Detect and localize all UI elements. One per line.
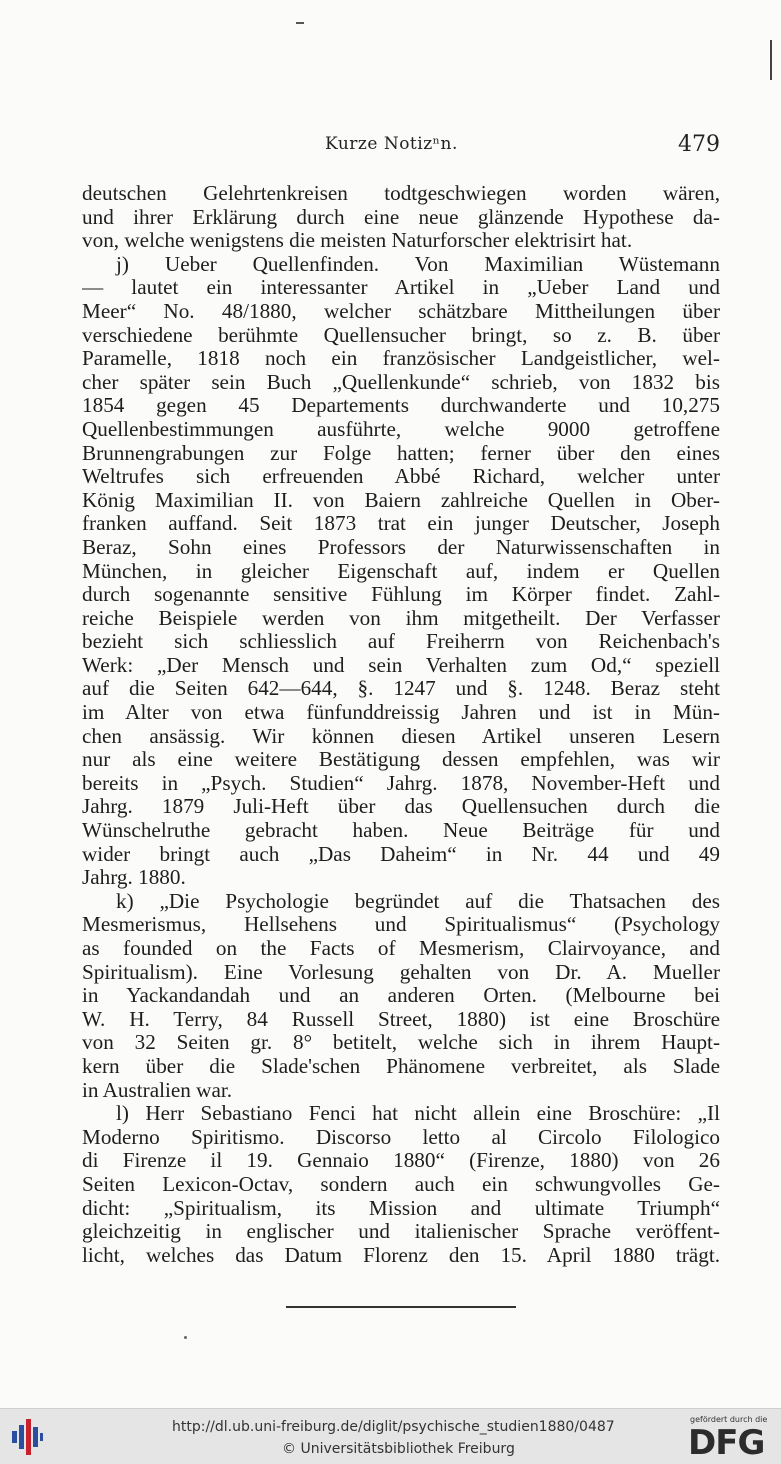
- scan-edge-mark: [770, 40, 772, 80]
- text-line: durch sogenannte sensitive Fühlung im Körper findet. Zahl-: [82, 583, 720, 607]
- text-line: wider bringt auch „Das Daheim“ in Nr. 44 und 49: [82, 842, 720, 866]
- section-end-rule: [286, 1306, 516, 1308]
- text-line: Wünschelruthe gebracht haben. Neue Beiträge für und: [82, 819, 720, 843]
- text-line: von, welche wenigstens die meisten Naturforscher elektrisirt hat.: [82, 229, 633, 253]
- copyright-notice: © Universitätsbibliothek Freiburg: [282, 1441, 515, 1457]
- text-line: in Yackandandah und an anderen Orten. (Melbourne bei: [82, 984, 720, 1008]
- text-line: auf die Seiten 642—644, §. 1247 und §. 1248. Beraz steht: [82, 677, 720, 701]
- running-head: [80, 132, 720, 162]
- text-line: gleichzeitig in englischer und italienischer Sprache veröffent-: [82, 1220, 720, 1244]
- university-library-logo: [10, 1417, 44, 1457]
- text-line: kern über die Slade'schen Phänomene verbreitet, als Slade: [82, 1054, 720, 1078]
- text-line: 1854 gegen 45 Departements durchwanderte und 10,275: [82, 394, 720, 418]
- text-line: Jahrg. 1879 Juli-Heft über das Quellensuchen durch die: [82, 795, 720, 819]
- text-line: deutschen Gelehrtenkreisen todtgeschwiegen worden wären,: [82, 182, 720, 205]
- text-line: Beraz, Sohn eines Professors der Naturwissenschaften in: [82, 535, 720, 559]
- text-line: Meer“ No. 48/1880, welcher schätzbare Mittheilungen über: [82, 299, 720, 323]
- text-line: Mesmerismus, Hellsehens und Spiritualismus“ (Psychology: [82, 913, 720, 937]
- scan-dot-mark: [184, 1336, 187, 1339]
- text-line: Brunnengrabungen zur Folge hatten; ferner über den eines: [82, 441, 720, 465]
- text-line: nur als eine weitere Bestätigung dessen empfehlen, was wir: [82, 748, 720, 772]
- running-title: Kurze Notizⁿn.: [325, 134, 458, 154]
- text-line: — lautet ein interessanter Artikel in „Ueber Land und: [82, 276, 720, 300]
- text-line: im Alter von etwa fünfunddreissig Jahren und ist in Mün-: [82, 701, 720, 725]
- text-line: Seiten Lexicon-Octav, sondern auch ein schwungvolles Ge-: [82, 1172, 720, 1196]
- text-line: Spiritualism). Eine Vorlesung gehalten von Dr. A. Mueller: [82, 960, 720, 984]
- text-line: König Maximilian II. von Baiern zahlreiche Quellen in Ober-: [82, 488, 720, 512]
- text-line: di Firenze il 19. Gennaio 1880“ (Firenze, 1880) von 26: [82, 1149, 720, 1173]
- scan-artifact-mark: [296, 22, 304, 24]
- text-line: cher später sein Buch „Quellenkunde“ schrieb, von 1832 bis: [82, 370, 720, 394]
- dfg-logo: DFG: [688, 1423, 765, 1463]
- text-line: bereits in „Psych. Studien“ Jahrg. 1878, November-Heft und: [82, 771, 720, 795]
- text-line: Moderno Spiritismo. Discorso letto al Circolo Filologico: [82, 1125, 720, 1149]
- text-line: Werk: „Der Mensch und sein Verhalten zum Od,“ speziell: [82, 653, 720, 677]
- page-number: 479: [678, 132, 720, 157]
- text-line: j) Ueber Quellenfinden. Von Maximilian Wüstemann: [116, 252, 720, 276]
- body-text: [82, 182, 720, 1267]
- text-line: dicht: „Spiritualism, its Mission and ultimate Triumph“: [82, 1196, 720, 1220]
- permalink-url[interactable]: http://dl.ub.uni-freiburg.de/diglit/psychische_studien1880/0487: [172, 1419, 615, 1435]
- text-line: Jahrg. 1880.: [82, 866, 186, 890]
- viewer-footer-bar: [0, 1408, 781, 1464]
- text-line: in Australien war.: [82, 1078, 233, 1102]
- text-line: licht, welches das Datum Florenz den 15. April 1880 trägt.: [82, 1243, 720, 1267]
- text-line: W. H. Terry, 84 Russell Street, 1880) ist eine Broschüre: [82, 1007, 720, 1031]
- dfg-caption: gefördert durch die: [690, 1415, 768, 1424]
- text-line: l) Herr Sebastiano Fenci hat nicht allein eine Broschüre: „Il: [116, 1102, 720, 1126]
- text-line: Quellenbestimmungen ausführte, welche 9000 getroffene: [82, 417, 720, 441]
- text-line: as founded on the Facts of Mesmerism, Clairvoyance, and: [82, 937, 720, 960]
- text-line: chen ansässig. Wir können diesen Artikel unseren Lesern: [82, 724, 720, 748]
- text-line: bezieht sich schliesslich auf Freiherrn von Reichenbach's: [82, 630, 720, 654]
- text-line: reiche Beispiele werden von ihm mitgetheilt. Der Verfasser: [82, 606, 720, 630]
- text-line: franken auffand. Seit 1873 trat ein junger Deutscher, Joseph: [82, 512, 720, 536]
- text-line: Paramelle, 1818 noch ein französischer Landgeistlicher, wel-: [82, 347, 720, 371]
- text-line: verschiedene berühmte Quellensucher bringt, so z. B. über: [82, 323, 720, 347]
- text-line: k) „Die Psychologie begründet auf die Thatsachen des: [116, 889, 720, 913]
- text-line: Weltrufes sich erfreuenden Abbé Richard, welcher unter: [82, 465, 720, 489]
- text-line: München, in gleicher Eigenschaft auf, indem er Quellen: [82, 559, 720, 583]
- text-line: von 32 Seiten gr. 8° betitelt, welche sich in ihrem Haupt-: [82, 1031, 720, 1055]
- text-line: und ihrer Erklärung durch eine neue glänzende Hypothese da-: [82, 205, 720, 229]
- dfg-funding-logo: [686, 1413, 776, 1463]
